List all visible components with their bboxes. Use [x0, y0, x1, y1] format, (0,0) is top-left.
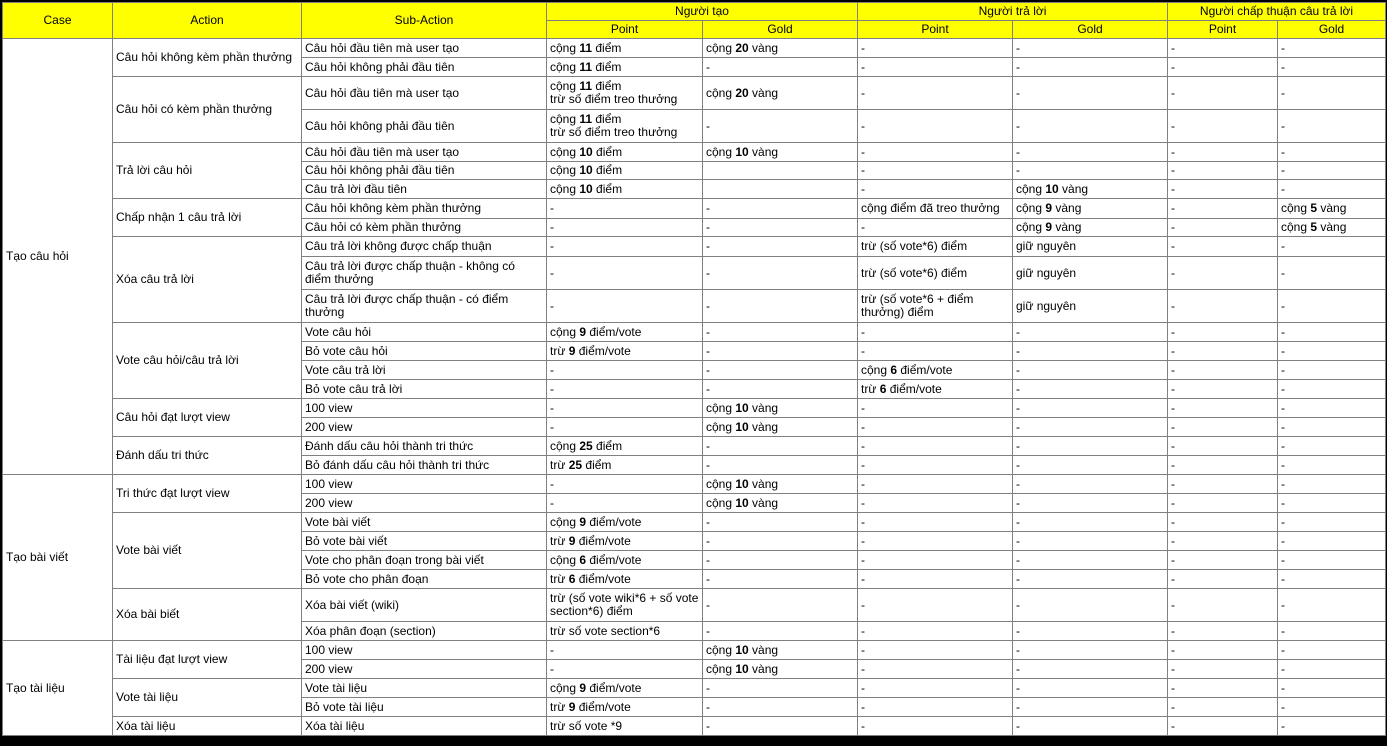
action-cell: Chấp nhận 1 câu trả lời	[113, 199, 302, 237]
answerer-gold-cell: -	[1013, 77, 1168, 110]
header-action: Action	[113, 3, 302, 39]
creator-gold-cell: -	[703, 551, 858, 570]
creator-point-cell: trừ 9 điểm/vote	[547, 532, 703, 551]
approver-point-cell: -	[1168, 180, 1278, 199]
answerer-gold-cell: -	[1013, 162, 1168, 180]
answerer-point-cell: -	[858, 162, 1013, 180]
answerer-gold-cell: -	[1013, 622, 1168, 641]
creator-point-cell: cộng 25 điểm	[547, 437, 703, 456]
creator-point-cell: -	[547, 399, 703, 418]
table-row	[3, 39, 1386, 58]
header-group-creator: Người tạo	[547, 3, 858, 21]
creator-gold-cell: cộng 10 vàng	[703, 660, 858, 679]
creator-gold-cell: -	[703, 437, 858, 456]
table-row	[3, 437, 1386, 456]
approver-point-cell: -	[1168, 532, 1278, 551]
creator-point-cell: cộng 11 điểm trừ số điểm treo thưởng	[547, 77, 703, 110]
creator-gold-cell: -	[703, 456, 858, 475]
approver-point-cell: -	[1168, 717, 1278, 736]
approver-gold-cell: -	[1278, 513, 1386, 532]
creator-point-cell: -	[547, 418, 703, 437]
sub-action-cell: Bỏ vote câu trả lời	[302, 380, 547, 399]
approver-point-cell: -	[1168, 399, 1278, 418]
approver-gold-cell: -	[1278, 494, 1386, 513]
approver-point-cell: -	[1168, 622, 1278, 641]
creator-point-cell: -	[547, 199, 703, 219]
sub-action-cell: Xóa bài viết (wiki)	[302, 589, 547, 622]
action-cell: Tài liệu đạt lượt view	[113, 641, 302, 679]
table-row	[3, 237, 1386, 257]
answerer-point-cell: trừ (số vote*6) điểm	[858, 257, 1013, 290]
approver-point-cell: -	[1168, 698, 1278, 717]
approver-gold-cell: -	[1278, 679, 1386, 698]
header-answerer-gold: Gold	[1013, 21, 1168, 39]
creator-point-cell: cộng 11 điểm	[547, 39, 703, 58]
header-creator-gold: Gold	[703, 21, 858, 39]
sub-action-cell: Bỏ vote tài liệu	[302, 698, 547, 717]
approver-point-cell: -	[1168, 551, 1278, 570]
approver-gold-cell: -	[1278, 342, 1386, 361]
creator-gold-cell: -	[703, 717, 858, 736]
approver-point-cell: -	[1168, 342, 1278, 361]
creator-point-cell: -	[547, 290, 703, 323]
answerer-point-cell: -	[858, 679, 1013, 698]
approver-gold-cell: -	[1278, 532, 1386, 551]
sub-action-cell: Câu hỏi không phải đầu tiên	[302, 162, 547, 180]
action-cell: Vote bài viết	[113, 513, 302, 589]
table-row	[3, 717, 1386, 736]
sub-action-cell: Câu hỏi có kèm phần thưởng	[302, 219, 547, 237]
creator-point-cell: cộng 9 điểm/vote	[547, 513, 703, 532]
approver-point-cell: -	[1168, 58, 1278, 77]
approver-gold-cell: -	[1278, 717, 1386, 736]
sub-action-cell: Câu hỏi không kèm phần thưởng	[302, 199, 547, 219]
answerer-gold-cell: giữ nguyên	[1013, 257, 1168, 290]
answerer-point-cell: -	[858, 180, 1013, 199]
answerer-point-cell: -	[858, 219, 1013, 237]
answerer-point-cell: -	[858, 143, 1013, 162]
answerer-point-cell: -	[858, 437, 1013, 456]
approver-point-cell: -	[1168, 589, 1278, 622]
creator-gold-cell: -	[703, 622, 858, 641]
answerer-gold-cell: cộng 10 vàng	[1013, 180, 1168, 199]
table-row	[3, 589, 1386, 622]
creator-point-cell: cộng 10 điểm	[547, 180, 703, 199]
answerer-gold-cell: cộng 9 vàng	[1013, 219, 1168, 237]
answerer-gold-cell: -	[1013, 717, 1168, 736]
creator-gold-cell: -	[703, 698, 858, 717]
creator-gold-cell: cộng 20 vàng	[703, 39, 858, 58]
answerer-gold-cell: -	[1013, 641, 1168, 660]
creator-point-cell: cộng 11 điểm	[547, 58, 703, 77]
answerer-gold-cell: -	[1013, 342, 1168, 361]
approver-gold-cell: -	[1278, 418, 1386, 437]
creator-gold-cell: cộng 10 vàng	[703, 641, 858, 660]
approver-point-cell: -	[1168, 199, 1278, 219]
creator-gold-cell: -	[703, 513, 858, 532]
answerer-gold-cell: -	[1013, 323, 1168, 342]
approver-gold-cell: -	[1278, 380, 1386, 399]
action-cell: Vote câu hỏi/câu trả lời	[113, 323, 302, 399]
header-case: Case	[3, 3, 113, 39]
creator-gold-cell: -	[703, 570, 858, 589]
answerer-point-cell: -	[858, 456, 1013, 475]
action-cell: Vote tài liệu	[113, 679, 302, 717]
approver-point-cell: -	[1168, 513, 1278, 532]
creator-gold-cell: cộng 10 vàng	[703, 399, 858, 418]
action-cell: Xóa tài liệu	[113, 717, 302, 736]
creator-gold-cell: -	[703, 361, 858, 380]
sub-action-cell: Vote bài viết	[302, 513, 547, 532]
approver-gold-cell: -	[1278, 323, 1386, 342]
approver-gold-cell: -	[1278, 237, 1386, 257]
creator-point-cell: cộng 9 điểm/vote	[547, 323, 703, 342]
approver-point-cell: -	[1168, 494, 1278, 513]
answerer-point-cell: -	[858, 399, 1013, 418]
answerer-gold-cell: -	[1013, 532, 1168, 551]
approver-gold-cell: -	[1278, 361, 1386, 380]
creator-gold-cell: cộng 10 vàng	[703, 475, 858, 494]
action-cell: Tri thức đạt lượt view	[113, 475, 302, 513]
answerer-gold-cell: -	[1013, 698, 1168, 717]
answerer-gold-cell: giữ nguyên	[1013, 237, 1168, 257]
creator-point-cell: -	[547, 361, 703, 380]
answerer-gold-cell: -	[1013, 437, 1168, 456]
action-cell: Đánh dấu tri thức	[113, 437, 302, 475]
table-row	[3, 641, 1386, 660]
sub-action-cell: Câu hỏi đầu tiên mà user tạo	[302, 143, 547, 162]
answerer-gold-cell: -	[1013, 418, 1168, 437]
answerer-gold-cell: -	[1013, 475, 1168, 494]
creator-point-cell: -	[547, 257, 703, 290]
table-row	[3, 679, 1386, 698]
approver-point-cell: -	[1168, 39, 1278, 58]
header-answerer-point: Point	[858, 21, 1013, 39]
header-group-answerer: Người trả lời	[858, 3, 1168, 21]
answerer-point-cell: -	[858, 110, 1013, 143]
approver-gold-cell: -	[1278, 162, 1386, 180]
answerer-gold-cell: -	[1013, 380, 1168, 399]
answerer-gold-cell: -	[1013, 143, 1168, 162]
creator-gold-cell: -	[703, 219, 858, 237]
creator-gold-cell	[703, 162, 858, 180]
answerer-gold-cell: -	[1013, 679, 1168, 698]
header-group-approver: Người chấp thuận câu trả lời	[1168, 3, 1386, 21]
approver-gold-cell: -	[1278, 180, 1386, 199]
answerer-point-cell: -	[858, 323, 1013, 342]
answerer-gold-cell: cộng 9 vàng	[1013, 199, 1168, 219]
creator-gold-cell: -	[703, 532, 858, 551]
sub-action-cell: Bỏ vote cho phân đoạn	[302, 570, 547, 589]
approver-gold-cell: cộng 5 vàng	[1278, 219, 1386, 237]
reward-rules-table	[2, 2, 1386, 736]
answerer-point-cell: -	[858, 551, 1013, 570]
answerer-gold-cell: -	[1013, 456, 1168, 475]
creator-gold-cell: -	[703, 199, 858, 219]
answerer-point-cell: -	[858, 513, 1013, 532]
approver-gold-cell: -	[1278, 475, 1386, 494]
approver-gold-cell: cộng 5 vàng	[1278, 199, 1386, 219]
approver-gold-cell: -	[1278, 622, 1386, 641]
creator-gold-cell: -	[703, 290, 858, 323]
approver-gold-cell: -	[1278, 698, 1386, 717]
answerer-gold-cell: -	[1013, 589, 1168, 622]
sub-action-cell: 200 view	[302, 660, 547, 679]
table-row	[3, 323, 1386, 342]
approver-point-cell: -	[1168, 361, 1278, 380]
header-approver-gold: Gold	[1278, 21, 1386, 39]
creator-point-cell: cộng 10 điểm	[547, 162, 703, 180]
answerer-point-cell: -	[858, 660, 1013, 679]
creator-point-cell: trừ (số vote wiki*6 + số vote section*6) điểm	[547, 589, 703, 622]
approver-point-cell: -	[1168, 475, 1278, 494]
creator-point-cell: cộng 11 điểm trừ số điểm treo thưởng	[547, 110, 703, 143]
header-sub-action: Sub-Action	[302, 3, 547, 39]
approver-point-cell: -	[1168, 570, 1278, 589]
approver-gold-cell: -	[1278, 570, 1386, 589]
approver-gold-cell: -	[1278, 77, 1386, 110]
sub-action-cell: Vote câu trả lời	[302, 361, 547, 380]
sub-action-cell: Vote cho phân đoạn trong bài viết	[302, 551, 547, 570]
approver-point-cell: -	[1168, 110, 1278, 143]
approver-point-cell: -	[1168, 162, 1278, 180]
creator-gold-cell	[703, 180, 858, 199]
action-cell: Xóa bài biết	[113, 589, 302, 641]
case-cell: Tạo câu hỏi	[3, 39, 113, 475]
answerer-gold-cell: giữ nguyên	[1013, 290, 1168, 323]
creator-point-cell: trừ 25 điểm	[547, 456, 703, 475]
creator-point-cell: -	[547, 380, 703, 399]
sub-action-cell: Câu trả lời được chấp thuận - không có điểm thưởng	[302, 257, 547, 290]
answerer-point-cell: -	[858, 589, 1013, 622]
approver-point-cell: -	[1168, 456, 1278, 475]
creator-gold-cell: -	[703, 110, 858, 143]
answerer-point-cell: trừ (số vote*6 + điểm thưởng) điểm	[858, 290, 1013, 323]
creator-gold-cell: -	[703, 58, 858, 77]
sub-action-cell: Xóa tài liệu	[302, 717, 547, 736]
answerer-gold-cell: -	[1013, 570, 1168, 589]
approver-point-cell: -	[1168, 679, 1278, 698]
creator-point-cell: -	[547, 219, 703, 237]
sub-action-cell: Xóa phân đoạn (section)	[302, 622, 547, 641]
header-creator-point: Point	[547, 21, 703, 39]
header-row-1	[3, 3, 1386, 21]
answerer-point-cell: -	[858, 622, 1013, 641]
approver-gold-cell: -	[1278, 58, 1386, 77]
sub-action-cell: Câu trả lời được chấp thuận - có điểm thưởng	[302, 290, 547, 323]
creator-point-cell: cộng 6 điểm/vote	[547, 551, 703, 570]
creator-gold-cell: -	[703, 257, 858, 290]
approver-point-cell: -	[1168, 237, 1278, 257]
answerer-point-cell: cộng điểm đã treo thưởng	[858, 199, 1013, 219]
sub-action-cell: 100 view	[302, 641, 547, 660]
creator-point-cell: -	[547, 237, 703, 257]
case-cell: Tạo bài viết	[3, 475, 113, 641]
answerer-point-cell: -	[858, 39, 1013, 58]
answerer-gold-cell: -	[1013, 110, 1168, 143]
creator-gold-cell: -	[703, 589, 858, 622]
sub-action-cell: Câu trả lời đầu tiên	[302, 180, 547, 199]
sub-action-cell: Vote câu hỏi	[302, 323, 547, 342]
creator-point-cell: -	[547, 641, 703, 660]
sub-action-cell: 200 view	[302, 494, 547, 513]
action-cell: Xóa câu trả lời	[113, 237, 302, 323]
creator-gold-cell: -	[703, 323, 858, 342]
approver-point-cell: -	[1168, 77, 1278, 110]
approver-gold-cell: -	[1278, 456, 1386, 475]
creator-gold-cell: cộng 20 vàng	[703, 77, 858, 110]
approver-gold-cell: -	[1278, 660, 1386, 679]
table-row	[3, 143, 1386, 162]
answerer-gold-cell: -	[1013, 39, 1168, 58]
answerer-gold-cell: -	[1013, 399, 1168, 418]
approver-gold-cell: -	[1278, 39, 1386, 58]
sub-action-cell: Bỏ vote bài viết	[302, 532, 547, 551]
creator-point-cell: -	[547, 494, 703, 513]
answerer-point-cell: -	[858, 342, 1013, 361]
approver-point-cell: -	[1168, 143, 1278, 162]
sub-action-cell: Vote tài liệu	[302, 679, 547, 698]
answerer-point-cell: trừ 6 điểm/vote	[858, 380, 1013, 399]
approver-gold-cell: -	[1278, 551, 1386, 570]
approver-gold-cell: -	[1278, 437, 1386, 456]
answerer-gold-cell: -	[1013, 58, 1168, 77]
answerer-point-cell: -	[858, 77, 1013, 110]
creator-point-cell: -	[547, 660, 703, 679]
sub-action-cell: Câu hỏi không phải đầu tiên	[302, 110, 547, 143]
sub-action-cell: 200 view	[302, 418, 547, 437]
answerer-point-cell: trừ (số vote*6) điểm	[858, 237, 1013, 257]
header-approver-point: Point	[1168, 21, 1278, 39]
approver-point-cell: -	[1168, 380, 1278, 399]
sub-action-cell: Câu hỏi đầu tiên mà user tạo	[302, 39, 547, 58]
creator-gold-cell: -	[703, 380, 858, 399]
creator-point-cell: trừ số vote section*6	[547, 622, 703, 641]
approver-point-cell: -	[1168, 437, 1278, 456]
answerer-point-cell: -	[858, 475, 1013, 494]
creator-point-cell: trừ số vote *9	[547, 717, 703, 736]
approver-gold-cell: -	[1278, 399, 1386, 418]
sub-action-cell: 100 view	[302, 475, 547, 494]
action-cell: Câu hỏi không kèm phần thưởng	[113, 39, 302, 77]
answerer-point-cell: -	[858, 418, 1013, 437]
approver-gold-cell: -	[1278, 143, 1386, 162]
creator-gold-cell: cộng 10 vàng	[703, 143, 858, 162]
answerer-gold-cell: -	[1013, 361, 1168, 380]
table-row	[3, 475, 1386, 494]
sub-action-cell: Câu hỏi không phải đầu tiên	[302, 58, 547, 77]
table-row	[3, 77, 1386, 110]
answerer-point-cell: -	[858, 570, 1013, 589]
table-row	[3, 399, 1386, 418]
table-row	[3, 199, 1386, 219]
table-body	[3, 39, 1386, 736]
creator-point-cell: cộng 9 điểm/vote	[547, 679, 703, 698]
answerer-point-cell: -	[858, 641, 1013, 660]
answerer-gold-cell: -	[1013, 494, 1168, 513]
sub-action-cell: Câu trả lời không được chấp thuận	[302, 237, 547, 257]
approver-point-cell: -	[1168, 418, 1278, 437]
sub-action-cell: Bỏ vote câu hỏi	[302, 342, 547, 361]
approver-point-cell: -	[1168, 660, 1278, 679]
case-cell: Tạo tài liệu	[3, 641, 113, 736]
answerer-gold-cell: -	[1013, 513, 1168, 532]
creator-point-cell: cộng 10 điểm	[547, 143, 703, 162]
action-cell: Câu hỏi đạt lượt view	[113, 399, 302, 437]
answerer-point-cell: -	[858, 58, 1013, 77]
creator-gold-cell: -	[703, 679, 858, 698]
creator-point-cell: -	[547, 475, 703, 494]
action-cell: Trả lời câu hỏi	[113, 143, 302, 199]
sub-action-cell: Bỏ đánh dấu câu hỏi thành tri thức	[302, 456, 547, 475]
answerer-point-cell: -	[858, 717, 1013, 736]
approver-point-cell: -	[1168, 323, 1278, 342]
sub-action-cell: Đánh dấu câu hỏi thành tri thức	[302, 437, 547, 456]
sub-action-cell: 100 view	[302, 399, 547, 418]
action-cell: Câu hỏi có kèm phần thưởng	[113, 77, 302, 143]
creator-gold-cell: -	[703, 342, 858, 361]
approver-gold-cell: -	[1278, 110, 1386, 143]
answerer-gold-cell: -	[1013, 660, 1168, 679]
creator-point-cell: trừ 6 điểm/vote	[547, 570, 703, 589]
approver-gold-cell: -	[1278, 290, 1386, 323]
answerer-point-cell: -	[858, 532, 1013, 551]
approver-point-cell: -	[1168, 257, 1278, 290]
answerer-point-cell: -	[858, 494, 1013, 513]
creator-point-cell: trừ 9 điểm/vote	[547, 342, 703, 361]
sub-action-cell: Câu hỏi đầu tiên mà user tạo	[302, 77, 547, 110]
approver-point-cell: -	[1168, 641, 1278, 660]
answerer-point-cell: cộng 6 điểm/vote	[858, 361, 1013, 380]
creator-point-cell: trừ 9 điểm/vote	[547, 698, 703, 717]
approver-point-cell: -	[1168, 219, 1278, 237]
creator-gold-cell: cộng 10 vàng	[703, 494, 858, 513]
answerer-gold-cell: -	[1013, 551, 1168, 570]
approver-point-cell: -	[1168, 290, 1278, 323]
table-row	[3, 513, 1386, 532]
creator-gold-cell: -	[703, 237, 858, 257]
approver-gold-cell: -	[1278, 641, 1386, 660]
approver-gold-cell: -	[1278, 589, 1386, 622]
creator-gold-cell: cộng 10 vàng	[703, 418, 858, 437]
answerer-point-cell: -	[858, 698, 1013, 717]
approver-gold-cell: -	[1278, 257, 1386, 290]
